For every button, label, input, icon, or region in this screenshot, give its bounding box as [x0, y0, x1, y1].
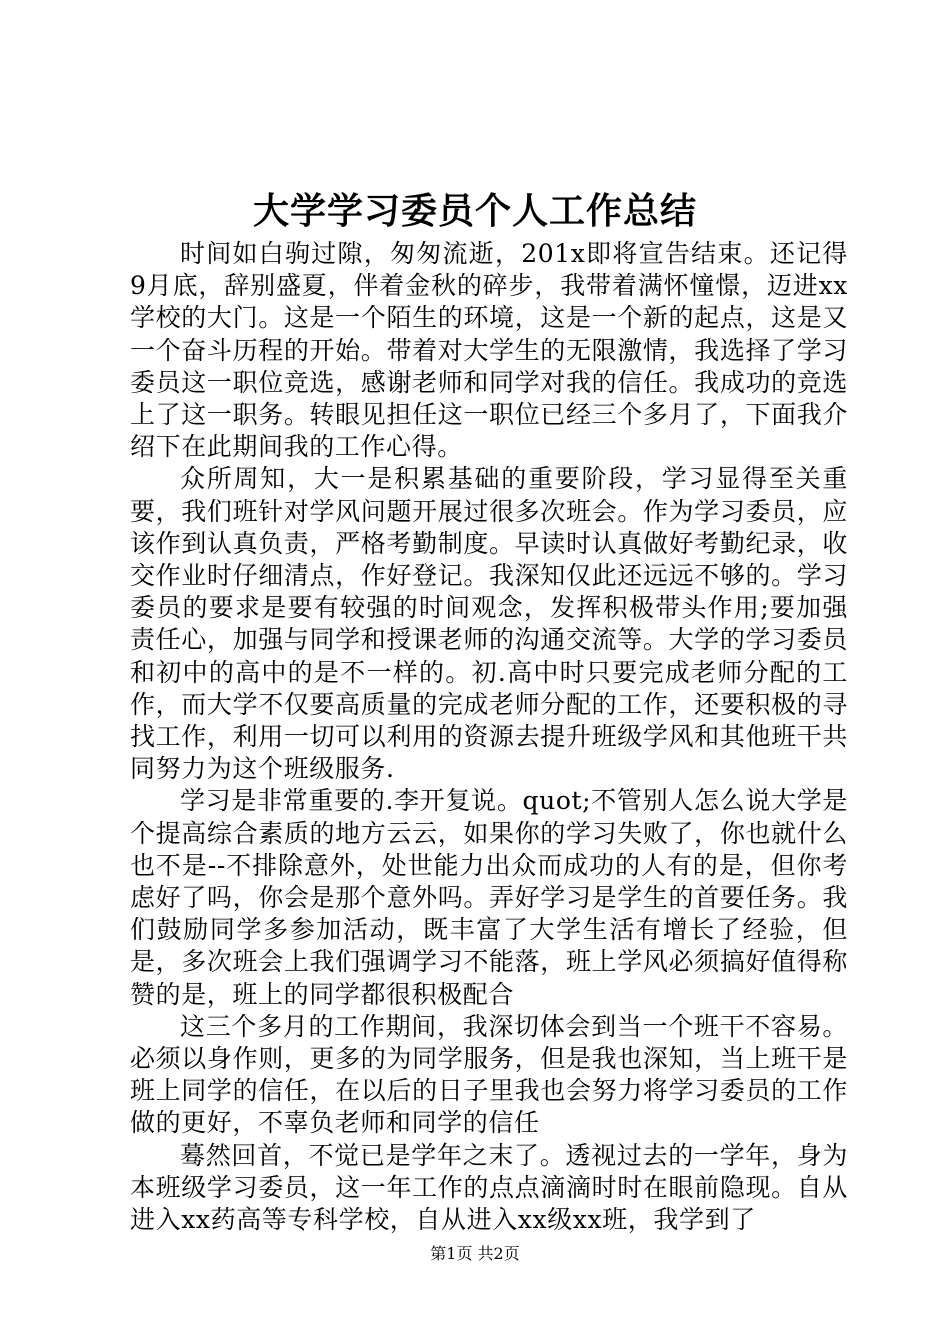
- document-body: [130, 238, 848, 1236]
- paragraph-2: 众所周知，大一是积累基础的重要阶段，学习显得至关重要，我们班针对学风问题开展过很多次班会。作为学习委员，应该作到认真负责，严格考勤制度。早读时认真做好考勤纪录，收交作业时仔细清点，作好登记。我深知仅此还远远不够的。学习委员的要求是要有较强的时间观念，发挥积极带头作用;要加强责任心，加强与同学和授课老师的沟通交流等。大学的学习委员和初中的高中的是不一样的。初.高中时只要完成老师分配的工作，而大学不仅要高质量的完成老师分配的工作，还要积极的寻找工作，利用一切可以利用的资源去提升班级学风和其他班干共同努力为这个班级服务.: [130, 464, 848, 784]
- paragraph-3: 学习是非常重要的.李开复说。quot;不管别人怎么说大学是个提高综合素质的地方云云，如果你的学习失败了，你也就什么也不是--不排除意外，处世能力出众而成功的人有的是，但你考虑好了吗，你会是那个意外吗。弄好学习是学生的首要任务。我们鼓励同学多参加活动，既丰富了大学生活有增长了经验，但是，多次班会上我们强调学习不能落，班上学风必须搞好值得称赞的是，班上的同学都很积极配合: [130, 786, 848, 1009]
- paragraph-4: 这三个多月的工作期间，我深切体会到当一个班干不容易。必须以身作则，更多的为同学服务，但是我也深知，当上班干是班上同学的信任，在以后的日子里我也会努力将学习委员的工作做的更好，不辜负老师和同学的信任: [130, 1011, 848, 1138]
- paragraph-5: 蓦然回首，不觉已是学年之末了。透视过去的一学年，身为本班级学习委员，这一年工作的点点滴滴时时在眼前隐现。自从进入xx药高等专科学校，自从进入xx级xx班，我学到了: [130, 1140, 848, 1235]
- page-footer: 第1页 共2页: [430, 1244, 520, 1263]
- document-title: 大学学习委员个人工作总结: [252, 190, 697, 232]
- paragraph-1: 时间如白驹过隙，匆匆流逝，201x即将宣告结束。还记得9月底，辞别盛夏，伴着金秋的碎步，我带着满怀憧憬，迈进xx学校的大门。这是一个陌生的环境，这是一个新的起点，这是又一个奋斗历程的开始。带着对大学生的无限激情，我选择了学习委员这一职位竞选，感谢老师和同学对我的信任。我成功的竞选上了这一职务。转眼见担任这一职位已经三个多月了，下面我介绍下在此期间我的工作心得。: [130, 239, 848, 462]
